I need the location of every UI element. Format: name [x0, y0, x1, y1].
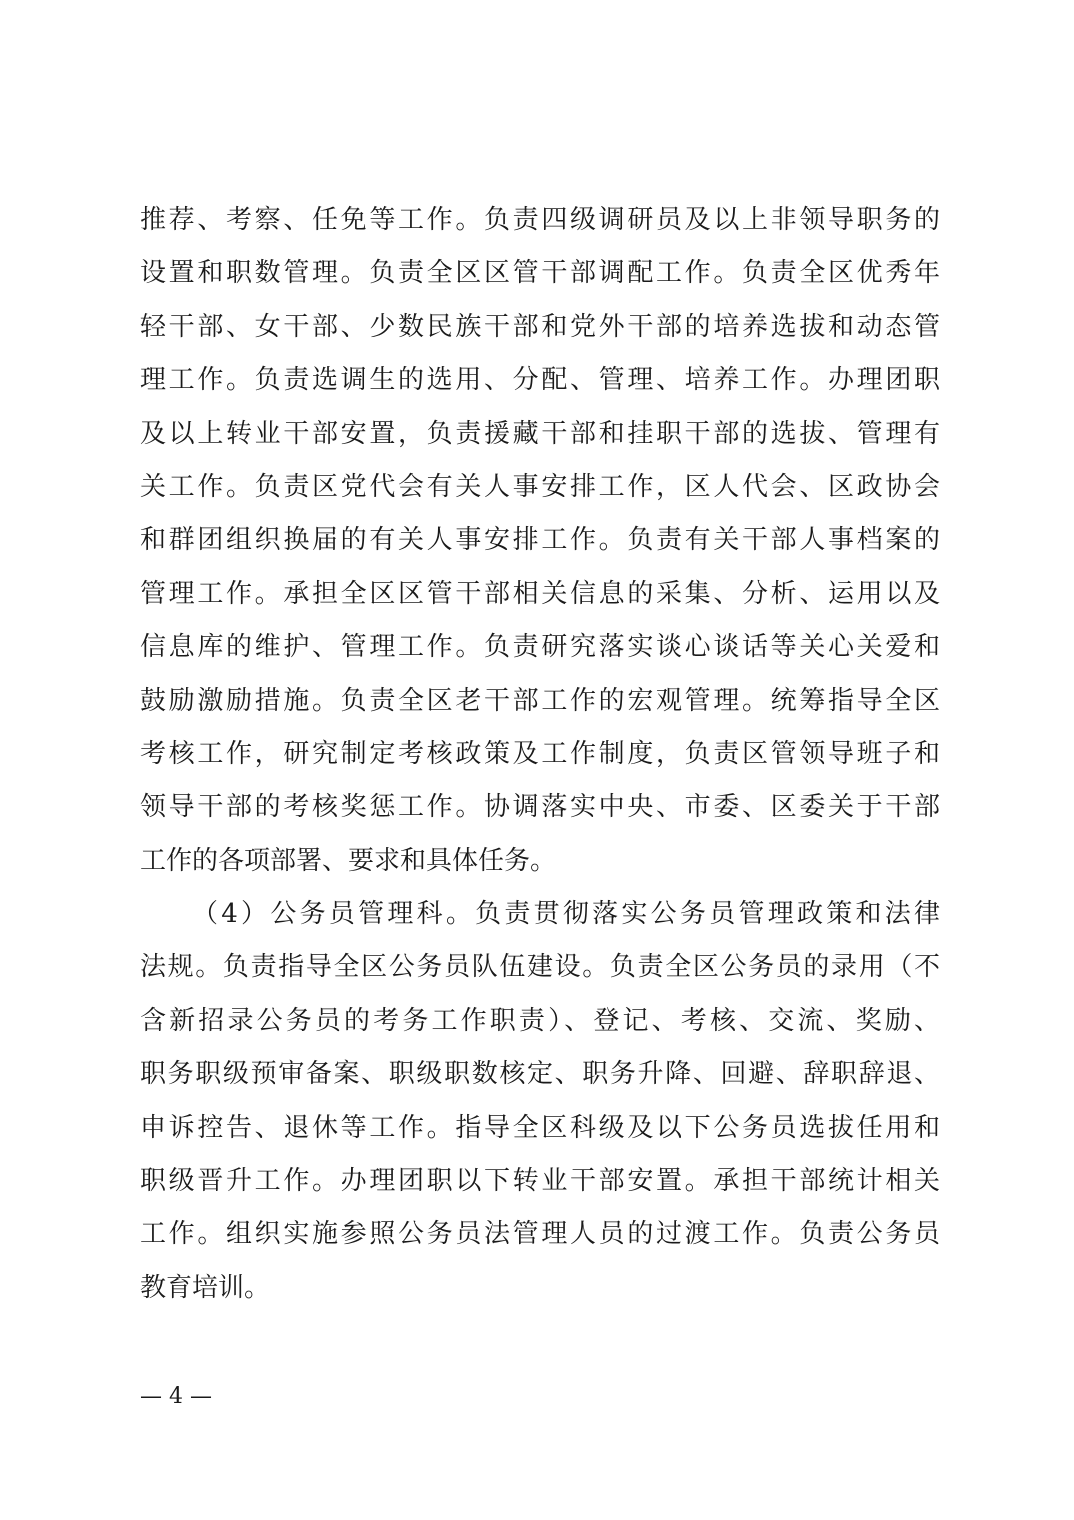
- text-line: 关工作。负责区党代会有关人事安排工作，区人代会、区政协会: [140, 471, 940, 502]
- text-line: 申诉控告、退休等工作。指导全区科级及以下公务员选拔任用和: [140, 1112, 940, 1143]
- text-line: 领导干部的考核奖惩工作。协调落实中央、市委、区委关于干部: [140, 792, 940, 823]
- text-line: 职务职级预审备案、职级职数核定、职务升降、回避、辞职辞退、: [140, 1059, 940, 1090]
- text-line: 鼓励激励措施。负责全区老干部工作的宏观管理。统筹指导全区: [140, 685, 940, 716]
- text-line: 和群团组织换届的有关人事安排工作。负责有关干部人事档案的: [140, 525, 940, 556]
- text-line: 管理工作。承担全区区管干部相关信息的采集、分析、运用以及: [140, 578, 940, 609]
- text-line: 工作。组织实施参照公务员法管理人员的过渡工作。负责公务员: [140, 1219, 940, 1250]
- section-4-heading-line: （4）公务员管理科。负责贯彻落实公务员管理政策和法律: [192, 899, 940, 930]
- text-line: 含新招录公务员的考务工作职责）、登记、考核、交流、奖励、: [140, 1005, 940, 1036]
- text-line: 及以上转业干部安置，负责援藏干部和挂职干部的选拔、管理有: [140, 418, 940, 449]
- text-line: 教育培训。: [140, 1272, 271, 1303]
- text-line: 设置和职数管理。负责全区区管干部调配工作。负责全区优秀年: [140, 258, 940, 289]
- text-line: 法规。负责指导全区公务员队伍建设。负责全区公务员的录用（不: [140, 952, 940, 983]
- text-line: 工作的各项部署、要求和具体任务。: [140, 845, 557, 876]
- text-line: 考核工作，研究制定考核政策及工作制度，负责区管领导班子和: [140, 738, 940, 769]
- document-body: [140, 194, 940, 1315]
- text-line: 推荐、考察、任免等工作。负责四级调研员及以上非领导职务的: [140, 205, 940, 235]
- text-line: 信息库的维护、管理工作。负责研究落实谈心谈话等关心关爱和: [140, 632, 940, 663]
- text-line: 职级晋升工作。办理团职以下转业干部安置。承担干部统计相关: [140, 1166, 940, 1197]
- text-line: 轻干部、女干部、少数民族干部和党外干部的培养选拔和动态管: [140, 311, 940, 342]
- text-line: 理工作。负责选调生的选用、分配、管理、培养工作。办理团职: [140, 365, 940, 396]
- page-number: — 4 —: [140, 1384, 212, 1409]
